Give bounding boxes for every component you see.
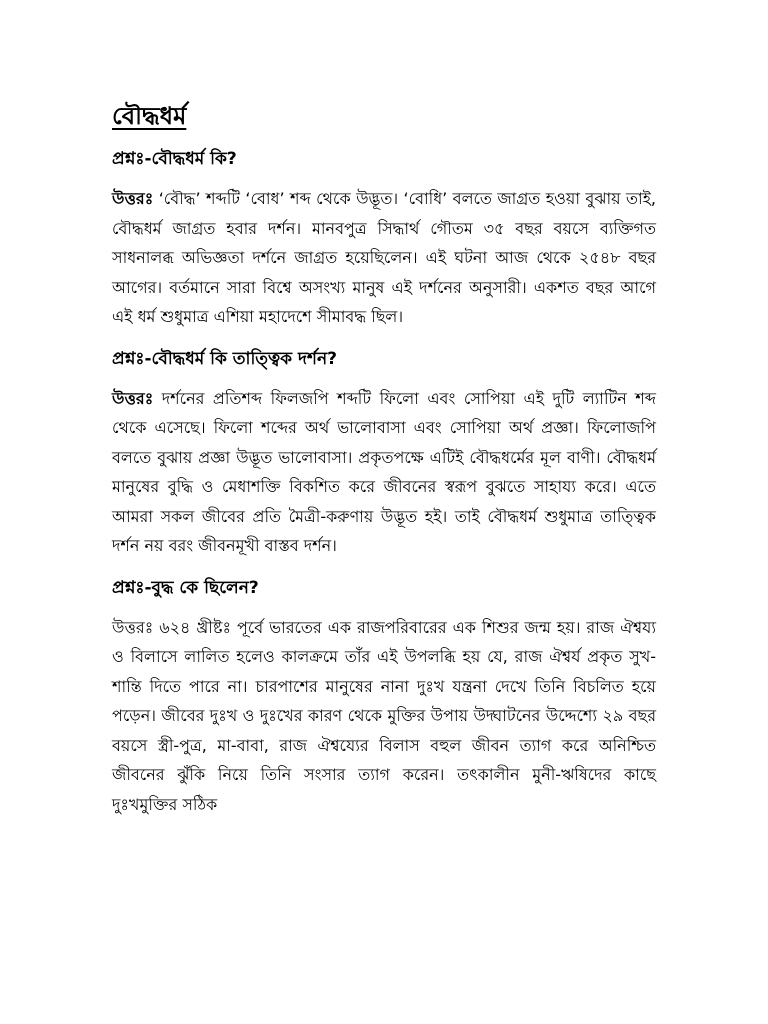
qa-section-2 [112, 346, 656, 561]
answer-paragraph [112, 384, 656, 561]
question-heading: প্রশ্নঃ-বুদ্ধ কে ছিলেন? [112, 577, 259, 598]
qa-section-1 [112, 146, 656, 332]
answer-text: ‘বৌদ্ধ’ শব্দটি ‘বোধ’ শব্দ থেকে উদ্ভূত। ‘বোধি’ বলতে জাগ্রত হওয়া বুঝায় তাই, বৌদ্ধধর্ম জাগ্রত হবার দর্শন। মানবপুত্র সিদ্ধার্থ গৌতম ৩৫ বছর বয়সে ব্যক্তিগত সাধনালব্ধ অভিজ্ঞতা দর্শনে জাগ্রত হয়েছিলেন। এই ঘটনা আজ থেকে ২৫৪৮ বছর আগের। বর্তমানে সারা বিশ্বে অসংখ্য মানুষ এই দর্শনের অনুসারী। একশত বছর আগে এই ধর্ম শুধুমাত্র এশিয়া মহাদেশে সীমাবদ্ধ ছিল। [112, 189, 656, 326]
answer-label: উত্তরঃ [112, 189, 154, 208]
question-heading: প্রশ্নঃ-বৌদ্ধধর্ম কি? [112, 149, 237, 169]
answer-paragraph [112, 184, 656, 332]
answer-paragraph [112, 613, 656, 820]
document-title: বৌদ্ধধর্ম [112, 102, 187, 130]
answer-text: দর্শনের প্রতিশব্দ ফিলজপি শব্দটি ফিলো এবং সোপিয়া এই দুটি ল্যাটিন শব্দ থেকে এসেছে। ফিলো শব্দের অর্থ ভালোবাসা এবং সোপিয়া অর্থ প্রজ্ঞা। ফিলোজপি বলতে বুঝায় প্রজ্ঞা উদ্ভূত ভালোবাসা। প্রকৃতপক্ষে এটিই বৌদ্ধধর্মের মূল বাণী। বৌদ্ধধর্ম মানুষের বুদ্ধি ও মেধাশক্তি বিকশিত করে জীবনের স্বরূপ বুঝতে সাহায্য করে। এতে আমরা সকল জীবের প্রতি মৈত্রী-করুণায় উদ্ভূত হই। তাই বৌদ্ধধর্ম শুধুমাত্র তাত্ত্বিক দর্শন নয় বরং জীবনমূখী বাস্তব দর্শন। [112, 388, 656, 555]
question-heading: প্রশ্নঃ-বৌদ্ধধর্ম কি তাত্ত্বিক দর্শন? [112, 348, 337, 369]
answer-text: ৬২৪ খ্রীষ্টঃ পূর্বে ভারতের এক রাজপরিবারের এক শিশুর জন্ম হয়। রাজ ঐশ্বয্য ও বিলাসে লালিত হলেও কালক্রমে তাঁর এই উপলব্ধি হয় যে, রাজ ঐশ্বর্য প্রকৃত সুখ-শান্তি দিতে পারে না। চারপাশের মানুষের নানা দুঃখ যন্ত্রনা দেখে তিনি বিচলিত হয়ে পড়েন। জীবের দুঃখ ও দুঃখের কারণ থেকে মুক্তির উপায় উদ্ঘাটনের উদ্দেশ্যে ২৯ বছর বয়সে স্ত্রী-পুত্র, মা-বাবা, রাজ ঐশ্বয্যের বিলাস বহুল জীবন ত্যাগ করে অনিশ্চিত জীবনের ঝুঁকি নিয়ে তিনি সংসার ত্যাগ করেন। তৎকালীন মুনী-ঋষিদের কাছে দুঃখমুক্তির সঠিক [112, 617, 656, 814]
document-page [112, 100, 656, 833]
qa-section-3 [112, 575, 656, 820]
answer-label: উত্তরঃ [112, 388, 154, 408]
answer-label: উত্তরঃ [112, 617, 154, 637]
